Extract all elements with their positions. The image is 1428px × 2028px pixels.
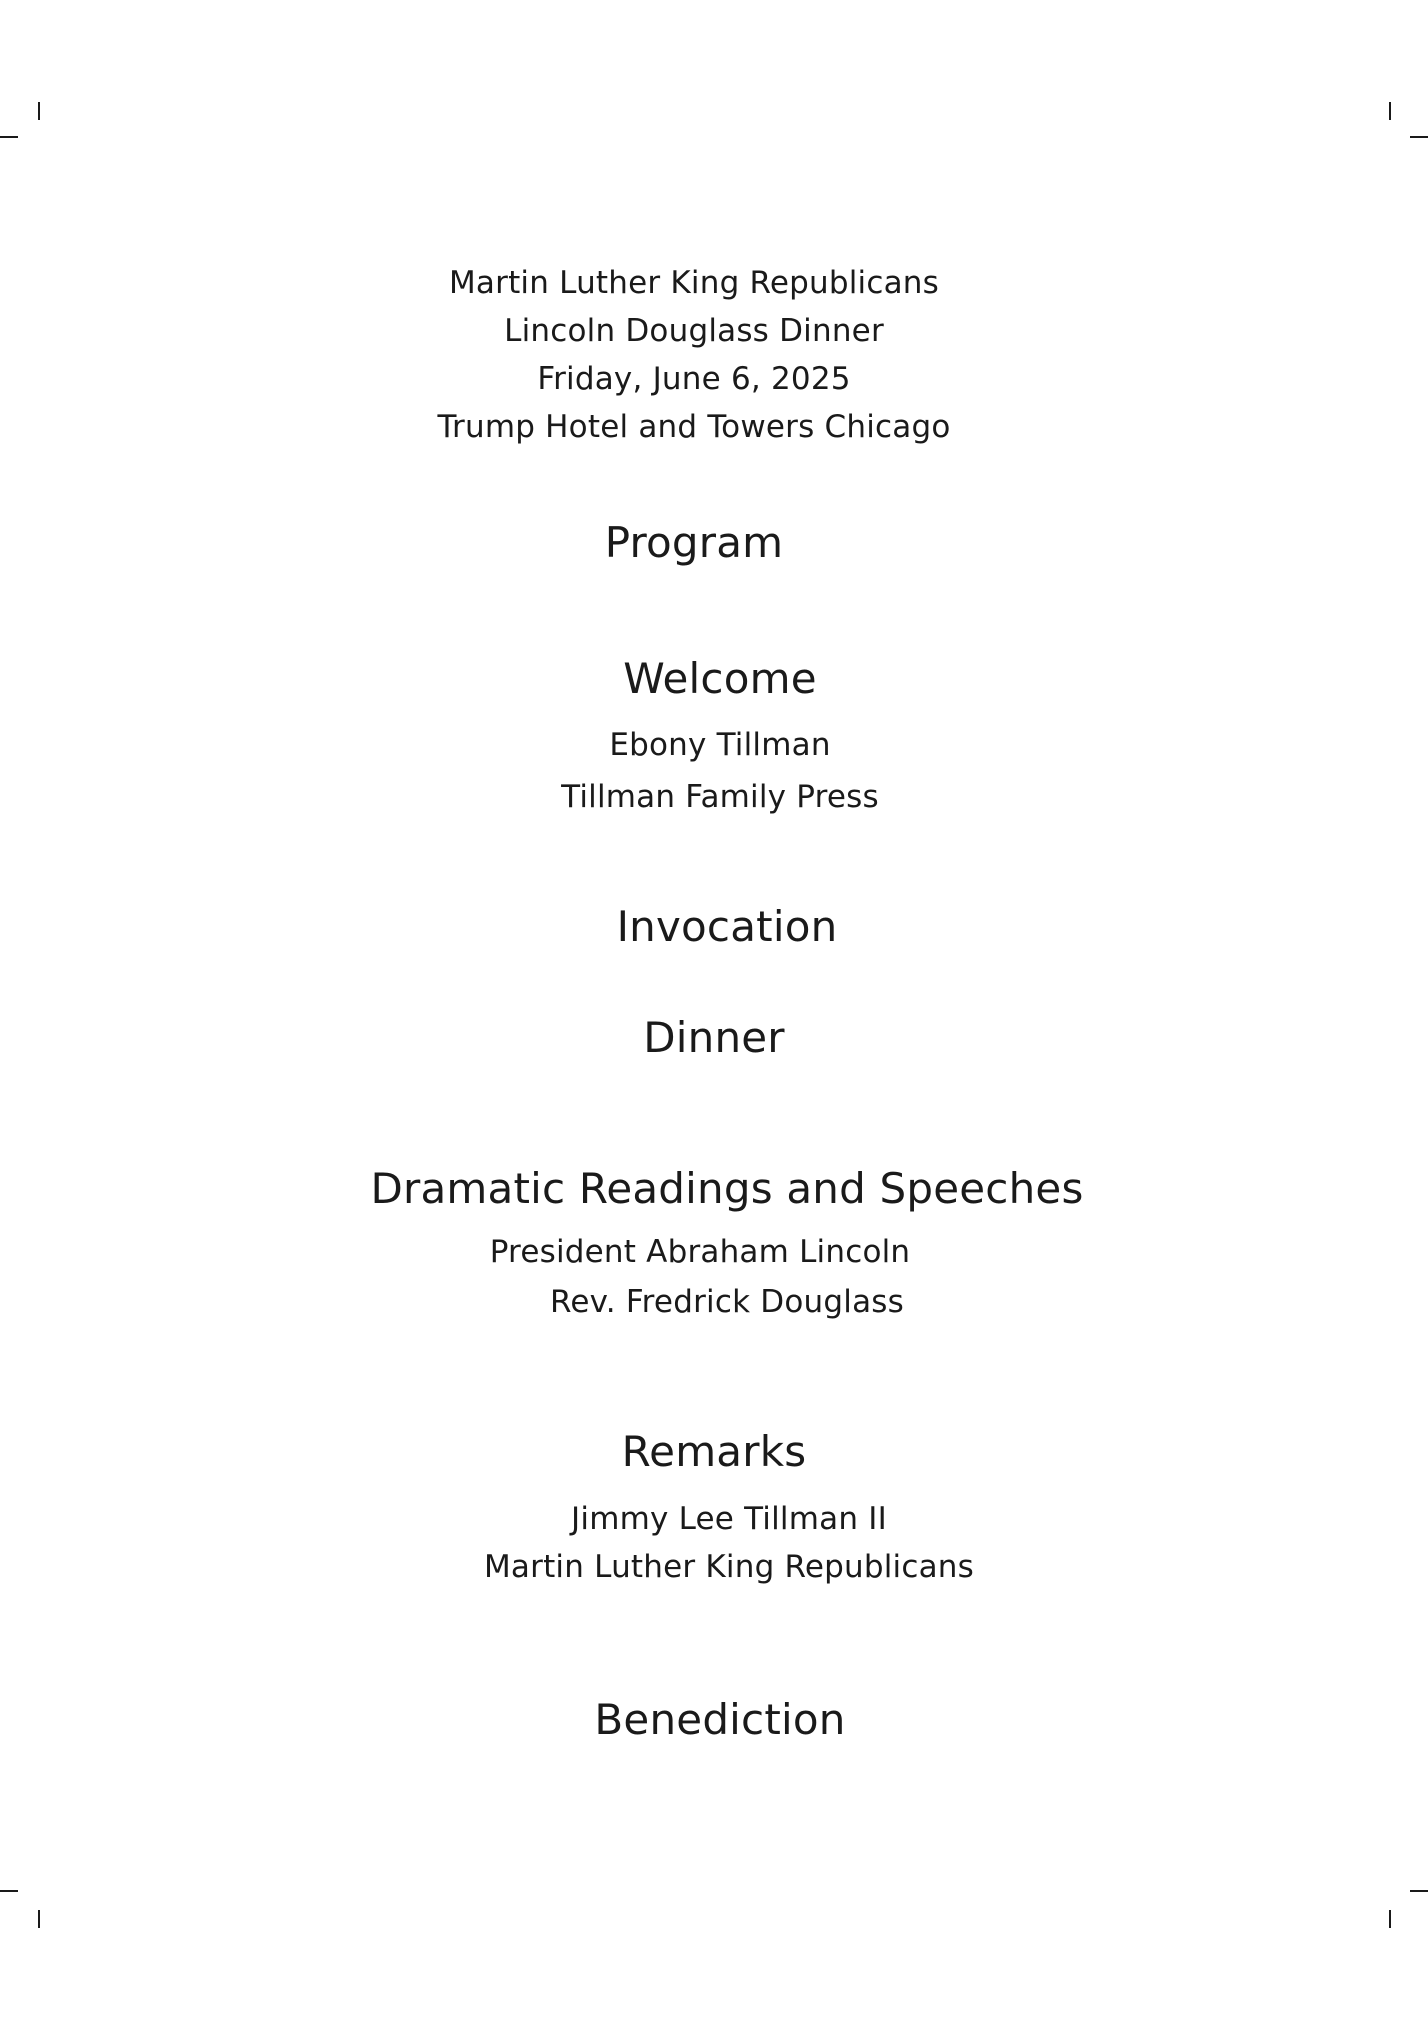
crop-mark-bottom-right-vertical <box>1389 1910 1391 1928</box>
section-title-invocation: Invocation <box>616 902 838 951</box>
readings-speaker-lincoln: President Abraham Lincoln <box>489 1234 911 1270</box>
readings-speaker-douglass: Rev. Fredrick Douglass <box>550 1284 904 1320</box>
header-venue: Trump Hotel and Towers Chicago <box>437 409 951 445</box>
program-title: Program <box>604 518 784 567</box>
welcome-speaker: Ebony Tillman <box>609 727 831 763</box>
remarks-affiliation: Martin Luther King Republicans <box>483 1549 974 1585</box>
welcome-affiliation: Tillman Family Press <box>561 779 879 815</box>
header-event: Lincoln Douglass Dinner <box>504 313 884 349</box>
crop-mark-top-right-vertical <box>1389 102 1391 120</box>
header-organization: Martin Luther King Republicans <box>448 265 939 301</box>
crop-mark-bottom-right-horizontal <box>1410 1890 1428 1892</box>
header-date: Friday, June 6, 2025 <box>537 361 851 397</box>
crop-mark-top-right-horizontal <box>1410 136 1428 138</box>
remarks-speaker: Jimmy Lee Tillman II <box>571 1501 887 1537</box>
crop-mark-top-left-vertical <box>38 102 40 120</box>
crop-mark-top-left-horizontal <box>0 136 18 138</box>
section-title-readings: Dramatic Readings and Speeches <box>370 1164 1084 1213</box>
section-title-dinner: Dinner <box>643 1013 785 1062</box>
section-title-remarks: Remarks <box>621 1427 807 1476</box>
crop-mark-bottom-left-horizontal <box>0 1890 18 1892</box>
section-title-benediction: Benediction <box>594 1695 846 1744</box>
crop-mark-bottom-left-vertical <box>38 1910 40 1928</box>
section-title-welcome: Welcome <box>623 654 817 703</box>
